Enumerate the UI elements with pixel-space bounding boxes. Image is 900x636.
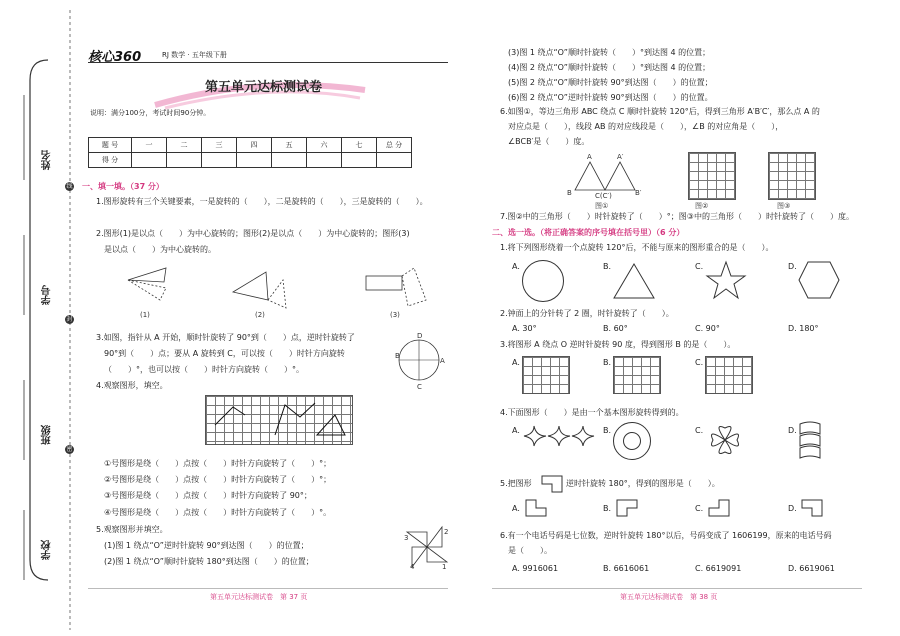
class-label: 班级 bbox=[42, 425, 53, 445]
s2-q5-option-d-shape bbox=[800, 498, 824, 518]
pinwheel-label-2: 2 bbox=[444, 528, 449, 536]
s1-question-4: 4.观察图形，填空。 bbox=[96, 381, 168, 390]
s1-question-6-line3: ∠BCB′是（ ）度。 bbox=[508, 137, 590, 146]
q4-answer-line-2: ②号图形是绕（ ）点按（ ）时针方向旋转了（ ）°； bbox=[104, 475, 332, 484]
s2-q3-grid-b bbox=[613, 356, 661, 394]
star-shape bbox=[705, 260, 747, 300]
seal-char-secret: 密 bbox=[66, 446, 73, 453]
score-input-cell[interactable] bbox=[342, 153, 377, 168]
dial-label-c: C bbox=[417, 383, 422, 390]
s2-q3-grid-a bbox=[522, 356, 570, 394]
s2-question-6-line2: 是（ ）。 bbox=[508, 546, 552, 555]
stacked-shape bbox=[798, 420, 822, 464]
s1-question-6-line2: 对应点是（ ），线段 AB 的对应线段是（ ），∠B 的对应角是（ ）， bbox=[508, 122, 784, 131]
hexagon-shape bbox=[797, 260, 841, 300]
s1-question-2-line1: 2.图形(1)是以点（ ）为中心旋转的；图形(2)是以点（ ）为中心旋转的；图形(3) bbox=[96, 229, 410, 238]
s2-q1-option-c-label: C. bbox=[695, 262, 704, 271]
score-cell: 得 分 bbox=[89, 153, 132, 168]
footer-rule-right bbox=[492, 588, 862, 589]
s1-question-2-line2: 是以点（ ）为中心旋转的。 bbox=[104, 245, 216, 254]
l-shape-figure bbox=[540, 474, 564, 494]
score-cell: 七 bbox=[342, 138, 377, 153]
q4-answer-line-1: ①号图形是绕（ ）点按（ ）时针方向旋转了（ ）°； bbox=[104, 459, 332, 468]
s2-q2-option-c: C. 90° bbox=[695, 324, 720, 333]
brand-logo: 核心360 bbox=[88, 50, 142, 65]
binding-margin bbox=[0, 0, 75, 636]
score-cell: 题 号 bbox=[89, 138, 132, 153]
score-cell: 一 bbox=[132, 138, 167, 153]
s2-q5-option-c-label: C. bbox=[695, 504, 704, 513]
score-input-cell[interactable] bbox=[377, 153, 412, 168]
q4-shapes bbox=[205, 395, 351, 443]
score-input-cell[interactable] bbox=[132, 153, 167, 168]
q4-answer-line-3: ③号图形是绕（ ）点按（ ）时针方向旋转了 90°； bbox=[104, 491, 312, 500]
exam-note: 说明：满分100分，考试时间90分钟。 bbox=[90, 109, 211, 117]
s2-q3-option-b-label: B. bbox=[603, 358, 612, 367]
subject-label: RJ 数学 · 五年级下册 bbox=[162, 51, 227, 59]
s2-q5-option-d-label: D. bbox=[788, 504, 797, 513]
name-label: 姓名 bbox=[42, 150, 53, 170]
s2-q6-option-c: C. 6619091 bbox=[695, 564, 742, 573]
q6-caption-3: 图③ bbox=[777, 202, 791, 210]
figure-caption-3: (3) bbox=[390, 311, 400, 319]
q6-grid-3 bbox=[768, 152, 816, 200]
rotation-figures bbox=[118, 260, 438, 320]
s2-q5-option-a-label: A. bbox=[512, 504, 520, 513]
ring-inner-shape bbox=[623, 432, 641, 450]
q5-answer-line-2: (2)图 1 绕点“O”顺时针旋转 180°到达图（ ）的位置； bbox=[104, 557, 314, 566]
score-input-cell[interactable] bbox=[307, 153, 342, 168]
s2-q1-option-a-label: A. bbox=[512, 262, 520, 271]
four-point-stars-shape bbox=[522, 424, 596, 448]
pinwheel-label-3: 3 bbox=[404, 534, 409, 542]
score-cell: 五 bbox=[272, 138, 307, 153]
s1-question-3-line2: 90°到（ ）点；要从 A 旋转到 C，可以按（ ）时针方向旋转 bbox=[104, 349, 345, 358]
four-leaf-shape bbox=[705, 420, 745, 460]
q5-cont-line-5: (5)图 2 绕点“O”顺时针旋转 90°到达图（ ）的位置； bbox=[508, 78, 713, 87]
score-cell: 三 bbox=[202, 138, 237, 153]
section2-heading: 二、选一选。（将正确答案的序号填在括号里）（6 分） bbox=[492, 228, 685, 237]
figure-caption-2: (2) bbox=[255, 311, 265, 319]
s2-question-5-prefix: 5.把图形 bbox=[500, 479, 532, 488]
q6-label-a-prime: A′ bbox=[617, 153, 624, 161]
s2-question-5-suffix: 逆时针旋转 180°，得到的图形是（ ）。 bbox=[566, 479, 720, 488]
school-label: 学校 bbox=[42, 540, 53, 560]
circle-shape bbox=[522, 260, 564, 302]
score-input-cell[interactable] bbox=[167, 153, 202, 168]
dial-label-d: D bbox=[417, 332, 423, 340]
s2-q5-option-b-shape bbox=[615, 498, 639, 518]
score-cell: 二 bbox=[167, 138, 202, 153]
pinwheel-label-4: 4 bbox=[410, 563, 415, 571]
s1-question-7: 7.图②中的三角形（ ）时针旋转了（ ）°；图③中的三角形（ ）时针旋转了（ ）度。 bbox=[500, 212, 854, 221]
s2-q5-option-b-label: B. bbox=[603, 504, 612, 513]
s1-question-3-line3: （ ）°，也可以按（ ）时针方向旋转（ ）°。 bbox=[104, 365, 304, 374]
s2-q3-option-a-label: A. bbox=[512, 358, 520, 367]
s2-q2-option-d: D. 180° bbox=[788, 324, 819, 333]
pinwheel-label-1: 1 bbox=[442, 563, 447, 571]
s2-q1-option-d-label: D. bbox=[788, 262, 797, 271]
s2-q3-option-c-label: C. bbox=[695, 358, 704, 367]
q5-cont-line-3: (3)图 1 绕点“O”顺时针旋转（ ）°到达图 4 的位置； bbox=[508, 48, 711, 57]
clock-dial-figure bbox=[395, 330, 445, 390]
score-cell: 四 bbox=[237, 138, 272, 153]
figure-caption-1: (1) bbox=[140, 311, 150, 319]
q6-label-b-prime: B′ bbox=[635, 189, 642, 197]
s1-question-5: 5.观察图形并填空。 bbox=[96, 525, 168, 534]
score-input-cell[interactable] bbox=[272, 153, 307, 168]
s2-question-3: 3.将图形 A 绕点 O 逆时针旋转 90 度，得到图形 B 的是（ ）。 bbox=[500, 340, 736, 349]
s2-q5-option-a-shape bbox=[524, 498, 548, 518]
header-rule bbox=[88, 62, 448, 63]
q5-cont-line-6: (6)图 2 绕点“O”逆时针旋转 90°到达图（ ）的位置。 bbox=[508, 93, 713, 102]
seal-char-seal: 封 bbox=[66, 316, 73, 323]
dial-label-a: A bbox=[440, 357, 445, 365]
footer-right: 第五单元达标测试卷 第 38 页 bbox=[620, 593, 718, 601]
pinwheel-figure bbox=[402, 522, 452, 572]
s2-question-6-line1: 6.有一个电话号码是七位数，逆时针旋转 180°以后，号码变成了 1606199，原来的电话号码 bbox=[500, 531, 832, 540]
s1-question-6-line1: 6.如图①，等边三角形 ABC 绕点 C 顺时针旋转 120°后，得到三角形 A′B′C′，那么点 A 的 bbox=[500, 107, 820, 116]
s2-q4-option-c-label: C. bbox=[695, 426, 704, 435]
score-input-cell[interactable] bbox=[202, 153, 237, 168]
q6-caption-1: 图① bbox=[595, 202, 609, 210]
score-cell: 六 bbox=[307, 138, 342, 153]
score-input-cell[interactable] bbox=[237, 153, 272, 168]
s2-question-1: 1.将下列图形绕着一个点旋转 120°后，不能与原来的图形重合的是（ ）。 bbox=[500, 243, 774, 252]
s1-question-1: 1.图形旋转有三个关键要素，一是旋转的（ ），二是旋转的（ ），三是旋转的（ ）。 bbox=[96, 197, 428, 206]
q6-label-c: C(C′) bbox=[595, 192, 612, 200]
s2-q5-option-c-shape bbox=[707, 498, 731, 518]
q6-caption-2: 图② bbox=[695, 202, 709, 210]
s2-question-2: 2.钟面上的分针转了 2 圈，时针旋转了（ ）。 bbox=[500, 309, 674, 318]
s2-q4-option-d-label: D. bbox=[788, 426, 797, 435]
q4-answer-line-4: ④号图形是绕（ ）点按（ ）时针方向旋转了（ ）°。 bbox=[104, 508, 332, 517]
score-table-score-row bbox=[89, 153, 412, 168]
score-table-header-row bbox=[89, 138, 412, 153]
section1-heading: 一、填一填。（37 分） bbox=[82, 182, 164, 191]
s2-q6-option-d: D. 6619061 bbox=[788, 564, 835, 573]
dial-label-b: B bbox=[395, 352, 400, 360]
page-title: 第五单元达标测试卷 bbox=[205, 80, 323, 95]
s2-question-4: 4.下面图形（ ）是由一个基本图形旋转得到的。 bbox=[500, 408, 684, 417]
student-number-label: 学号 bbox=[42, 285, 53, 305]
q5-cont-line-4: (4)图 2 绕点“O”顺时针旋转（ ）°到达图 4 的位置； bbox=[508, 63, 711, 72]
q6-label-b: B bbox=[567, 189, 572, 197]
s2-q6-option-a: A. 9916061 bbox=[512, 564, 559, 573]
q6-grid-2 bbox=[688, 152, 736, 200]
footer-left: 第五单元达标测试卷 第 37 页 bbox=[210, 593, 308, 601]
s2-q2-option-a: A. 30° bbox=[512, 324, 537, 333]
s2-q3-grid-c bbox=[705, 356, 753, 394]
s2-q1-option-b-label: B. bbox=[603, 262, 612, 271]
s2-q6-option-b: B. 6616061 bbox=[603, 564, 650, 573]
score-table bbox=[88, 137, 412, 168]
s2-q2-option-b: B. 60° bbox=[603, 324, 628, 333]
q5-answer-line-1: (1)图 1 绕点“O”逆时针旋转 90°到达图（ ）的位置； bbox=[104, 541, 309, 550]
triangle-shape bbox=[612, 262, 656, 300]
q6-label-a: A bbox=[587, 153, 592, 161]
footer-rule-left bbox=[88, 588, 448, 589]
s2-q4-option-b-label: B. bbox=[603, 426, 612, 435]
s1-question-3-line1: 3.如图，指针从 A 开始，顺时针旋转了 90°到（ ）点，逆时针旋转了 bbox=[96, 333, 355, 342]
score-cell: 总 分 bbox=[377, 138, 412, 153]
s2-q4-option-a-label: A. bbox=[512, 426, 520, 435]
seal-char-line: 线 bbox=[66, 183, 73, 190]
